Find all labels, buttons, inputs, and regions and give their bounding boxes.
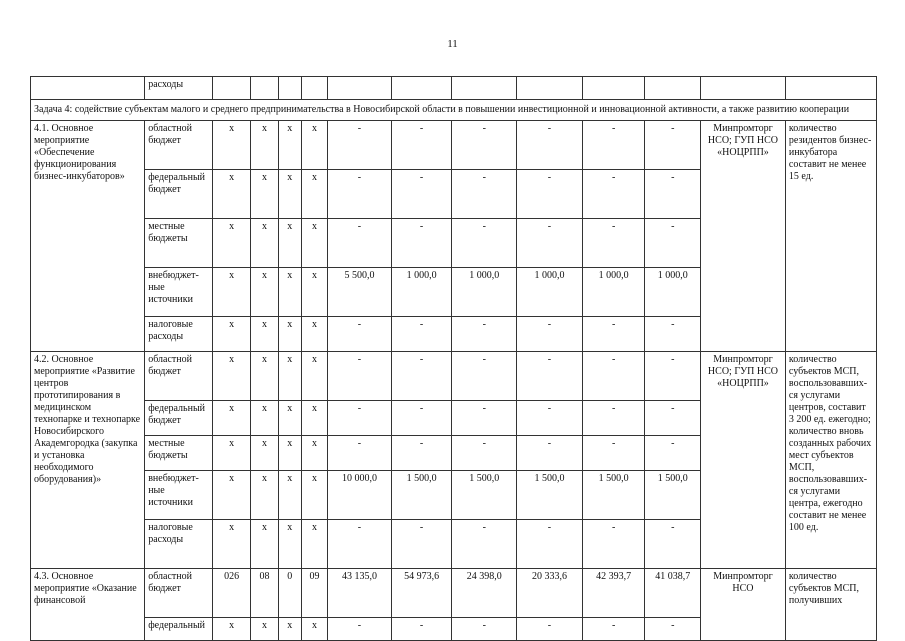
code-cell: x [301,436,327,471]
amount-cell: - [391,170,452,219]
code-cell: x [251,401,278,436]
code-cell: x [251,121,278,170]
amount-cell: - [582,219,645,268]
amount-cell: - [582,352,645,401]
amount-cell: 5 500,0 [328,268,392,317]
amount-cell: 54 973,6 [391,569,452,618]
code-cell: x [278,618,301,641]
amount-cell: - [582,401,645,436]
code-cell: x [278,170,301,219]
code-cell: 026 [212,569,250,618]
code-cell: x [301,520,327,569]
code-cell: x [251,520,278,569]
page-number: 11 [447,38,458,50]
amount-cell: - [328,618,392,641]
table-row [31,77,877,100]
amount-cell: - [517,352,583,401]
amount-cell: - [645,121,701,170]
amount-cell: - [517,618,583,641]
indicator-cell: количество субъектов МСП, получивших [785,569,876,641]
amount-cell: - [452,219,517,268]
amount-cell: 1 000,0 [391,268,452,317]
code-cell: x [301,268,327,317]
code-cell: x [301,121,327,170]
amount-cell: - [517,219,583,268]
amount-cell: - [452,436,517,471]
code-cell: x [212,317,250,352]
amount-cell: 1 000,0 [517,268,583,317]
activity-name: 4.3. Основное мероприятие «Оказание финансовой [31,569,145,641]
funding-source: налоговые расходы [145,520,213,569]
table-row [31,100,877,121]
code-cell: x [301,170,327,219]
amount-cell: - [328,401,392,436]
code-cell: x [251,219,278,268]
amount-cell: 1 000,0 [452,268,517,317]
funding-source: расходы [145,77,213,100]
amount-cell: - [517,317,583,352]
amount-cell: - [391,219,452,268]
amount-cell: - [645,618,701,641]
amount-cell: - [391,317,452,352]
code-cell: x [212,436,250,471]
amount-cell: - [452,121,517,170]
code-cell: x [212,170,250,219]
funding-source: внебюджет-ные источники [145,268,213,317]
amount-cell: - [328,520,392,569]
code-cell: x [212,268,250,317]
code-cell: x [212,352,250,401]
funding-source: областной бюджет [145,121,213,170]
activity-name: 4.1. Основное мероприятие «Обеспечение функционирования бизнес-инкубаторов» [31,121,145,352]
code-cell: x [278,471,301,520]
funding-source: федеральный бюджет [145,401,213,436]
table-row [31,569,877,618]
code-cell: x [251,268,278,317]
code-cell: x [251,317,278,352]
amount-cell: - [582,618,645,641]
code-cell: x [212,520,250,569]
code-cell: x [251,436,278,471]
funding-source: областной бюджет [145,352,213,401]
table-row [31,352,877,401]
executor-cell: Минпромторг НСО [701,569,786,641]
amount-cell: - [391,436,452,471]
code-cell: x [278,352,301,401]
amount-cell: - [452,401,517,436]
funding-source: налоговые расходы [145,317,213,352]
amount-cell: - [452,520,517,569]
amount-cell: 41 038,7 [645,569,701,618]
funding-source: внебюджет-ные источники [145,471,213,520]
code-cell: x [212,471,250,520]
amount-cell: - [517,401,583,436]
amount-cell: - [391,618,452,641]
amount-cell: - [645,317,701,352]
amount-cell: - [391,401,452,436]
amount-cell: - [391,520,452,569]
code-cell: x [278,436,301,471]
code-cell: x [278,268,301,317]
code-cell: x [278,520,301,569]
code-cell: x [251,471,278,520]
code-cell: x [301,471,327,520]
amount-cell: - [328,352,392,401]
code-cell: x [278,121,301,170]
amount-cell: - [645,352,701,401]
executor-cell: Минпромторг НСО; ГУП НСО «НОЦРПП» [701,121,786,352]
amount-cell: - [452,352,517,401]
code-cell: 08 [251,569,278,618]
amount-cell: 1 000,0 [645,268,701,317]
amount-cell: - [328,170,392,219]
amount-cell: - [582,170,645,219]
amount-cell: - [582,121,645,170]
activity-name: 4.2. Основное мероприятие «Развитие центров прототипирования в медицинском технопарке и технопарке Новосибирского Академгородка (закупка и установка необходимого оборудования)» [31,352,145,569]
amount-cell: 43 135,0 [328,569,392,618]
code-cell: x [301,618,327,641]
funding-source: местные бюджеты [145,436,213,471]
code-cell: x [251,618,278,641]
code-cell: x [278,317,301,352]
amount-cell: - [452,618,517,641]
indicator-cell: количество субъектов МСП, воспользовавших-ся услугами центров, составит 3 200 ед. ежегодно; количество вновь созданных рабочих мест субъектов МСП, воспользовавших-ся услугами центра, ежегодно составит не менее 100 ед. [785,352,876,569]
funding-source: местные бюджеты [145,219,213,268]
amount-cell: - [645,401,701,436]
amount-cell: 1 500,0 [391,471,452,520]
funding-source: областной бюджет [145,569,213,618]
amount-cell: 20 333,6 [517,569,583,618]
amount-cell: - [391,352,452,401]
amount-cell: - [517,520,583,569]
code-cell: x [301,317,327,352]
code-cell: x [212,618,250,641]
amount-cell: - [582,520,645,569]
amount-cell: - [582,436,645,471]
amount-cell: - [645,170,701,219]
amount-cell: - [582,317,645,352]
code-cell: x [301,352,327,401]
table-row [31,121,877,170]
task-heading: Задача 4: содействие субъектам малого и среднего предпринимательства в Новосибирской области в повышении инвестиционной и инновационной активности, а также развитию кооперации [31,100,877,121]
code-cell: x [301,401,327,436]
code-cell: x [278,219,301,268]
amount-cell: - [517,436,583,471]
code-cell: x [212,401,250,436]
amount-cell: - [391,121,452,170]
amount-cell: 24 398,0 [452,569,517,618]
amount-cell: 42 393,7 [582,569,645,618]
code-cell: x [251,170,278,219]
amount-cell: 1 500,0 [645,471,701,520]
amount-cell: - [328,219,392,268]
amount-cell: - [328,121,392,170]
funding-source: федеральный [145,618,213,641]
amount-cell: 1 500,0 [452,471,517,520]
amount-cell: 10 000,0 [328,471,392,520]
code-cell: 09 [301,569,327,618]
amount-cell: 1 000,0 [582,268,645,317]
amount-cell: - [452,317,517,352]
code-cell: x [278,401,301,436]
code-cell: x [301,219,327,268]
code-cell: x [251,352,278,401]
amount-cell: - [645,436,701,471]
executor-cell: Минпромторг НСО; ГУП НСО «НОЦРПП» [701,352,786,569]
amount-cell: - [452,170,517,219]
amount-cell: - [517,170,583,219]
amount-cell: - [645,219,701,268]
code-cell: x [212,121,250,170]
amount-cell: - [517,121,583,170]
amount-cell: 1 500,0 [517,471,583,520]
code-cell: 0 [278,569,301,618]
program-table [30,76,877,641]
code-cell: x [212,219,250,268]
amount-cell: - [645,520,701,569]
indicator-cell: количество резидентов бизнес-инкубатора составит не менее 15 ед. [785,121,876,352]
funding-source: федеральный бюджет [145,170,213,219]
amount-cell: 1 500,0 [582,471,645,520]
amount-cell: - [328,436,392,471]
amount-cell: - [328,317,392,352]
